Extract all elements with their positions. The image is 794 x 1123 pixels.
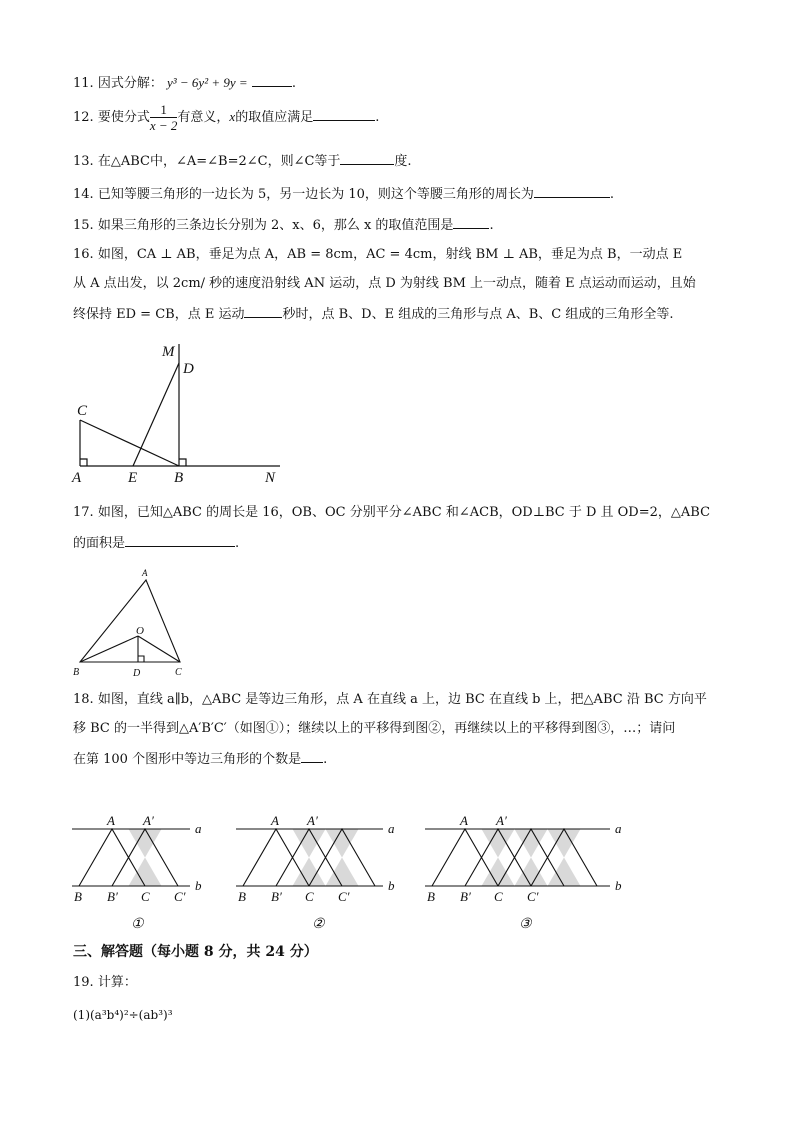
label-a: a	[615, 821, 622, 836]
section-heading: 三、解答题（每小题 8 分，共 24 分）	[73, 944, 318, 960]
figure-caption: ③	[519, 917, 532, 932]
question-12: 12. 要使分式 $\frac{1}{x - 2}$ 有意义，x的取值应满足 .	[73, 102, 380, 133]
shaded-triangle-bottom	[129, 858, 162, 887]
label-A-prime: A′	[496, 813, 507, 828]
shaded-triangle-top	[548, 829, 581, 858]
label-N: N	[265, 470, 276, 486]
label-O: O	[136, 625, 144, 637]
label-A-prime: A′	[307, 813, 318, 828]
label-B: B	[74, 889, 82, 904]
label-C: C	[305, 889, 314, 904]
question-19: 19. 计算：	[73, 975, 137, 990]
question-11: 11. 因式分解： y³ − 6y² + 9y = .	[73, 72, 296, 94]
shaded-triangle-top	[293, 829, 326, 858]
label-C: C	[175, 667, 182, 678]
label-B: B	[427, 889, 435, 904]
shaded-triangle-top	[326, 829, 359, 858]
label-b: b	[195, 878, 202, 893]
question-18: 18. 如图，直线 a∥b，△ABC 是等边三角形，点 A 在直线 a 上，边 BC 在直线 b 上，把△ABC 沿 BC 方向平 移 BC 的一半得到△A′B′C′（如图①）；继续以上的平移得到图②，再继续以上的平移得到图③，…；请问 在第 100 个图形中等边三角形的个数是 .	[73, 692, 707, 767]
label-E: E	[128, 470, 138, 486]
label-B: B	[73, 667, 80, 678]
question-14: 14. 已知等腰三角形的一边长为 5，另一边长为 10，则这个等腰三角形的周长为 .	[73, 183, 614, 205]
question-19-part-1: (1)(a³b⁴)²÷(ab³)³	[73, 1008, 173, 1022]
label-C-prime: C′	[338, 889, 350, 904]
label-b: b	[388, 878, 395, 893]
shaded-triangle-bottom	[482, 858, 515, 887]
shaded-triangle-top	[515, 829, 548, 858]
shaded-triangle-top	[129, 829, 162, 858]
fraction: $\frac{1}{x - 2}$	[149, 102, 178, 133]
label-A: A	[460, 813, 468, 828]
label-A: A	[271, 813, 279, 828]
label-B-prime: B′	[271, 889, 282, 904]
label-B-prime: B′	[460, 889, 471, 904]
label-C-prime: C′	[527, 889, 539, 904]
q11-expression: y³ − 6y² + 9y =	[166, 75, 248, 90]
label-D: D	[183, 361, 194, 377]
question-16: 16. 如图，CA ⊥ AB，垂足为点 A，AB = 8cm，AC = 4cm，射线 BM ⊥ AB，垂足为点 B，一动点 E 从 A 点出发，以 2cm/ 秒的速度沿射线 AN 运动，点 D 为射线 BM 上一动点，随着 E 点运动而运动，且始 终保持 ED = CB，点 E 运动 秒时，点 B、D、E 组成的三角形与点 A、B、C 组成的三角形全等.	[73, 247, 696, 322]
label-M: M	[162, 344, 175, 360]
question-15: 15. 如果三角形的三条边长分别为 2、x、6，那么 x 的取值范围是 .	[73, 214, 494, 236]
label-B-prime: B′	[107, 889, 118, 904]
label-B: B	[238, 889, 246, 904]
label-A: A	[142, 568, 148, 578]
label-B: B	[174, 470, 184, 486]
label-D: D	[133, 668, 141, 679]
label-C: C	[141, 889, 150, 904]
figure-caption: ①	[131, 917, 144, 932]
label-A: A	[107, 813, 115, 828]
figure-caption: ②	[312, 917, 325, 932]
label-a: a	[195, 821, 202, 836]
shaded-triangle-bottom	[293, 858, 326, 887]
shaded-triangle-bottom	[548, 858, 581, 887]
shaded-triangle-top	[482, 829, 515, 858]
question-13: 13. 在△ABC中，∠A=∠B=2∠C，则∠C等于 度.	[73, 150, 412, 172]
label-C: C	[77, 403, 88, 419]
label-C: C	[494, 889, 503, 904]
label-b: b	[615, 878, 622, 893]
shaded-triangle-bottom	[515, 858, 548, 887]
label-A-prime: A′	[143, 813, 154, 828]
question-17: 17. 如图，已知△ABC 的周长是 16，OB、OC 分别平分∠ABC 和∠ACB，OD⊥BC 于 D 且 OD=2，△ABC 的面积是 .	[73, 505, 711, 551]
label-a: a	[388, 821, 395, 836]
shaded-triangle-bottom	[326, 858, 359, 887]
label-C-prime: C′	[174, 889, 186, 904]
label-A: A	[72, 470, 82, 486]
